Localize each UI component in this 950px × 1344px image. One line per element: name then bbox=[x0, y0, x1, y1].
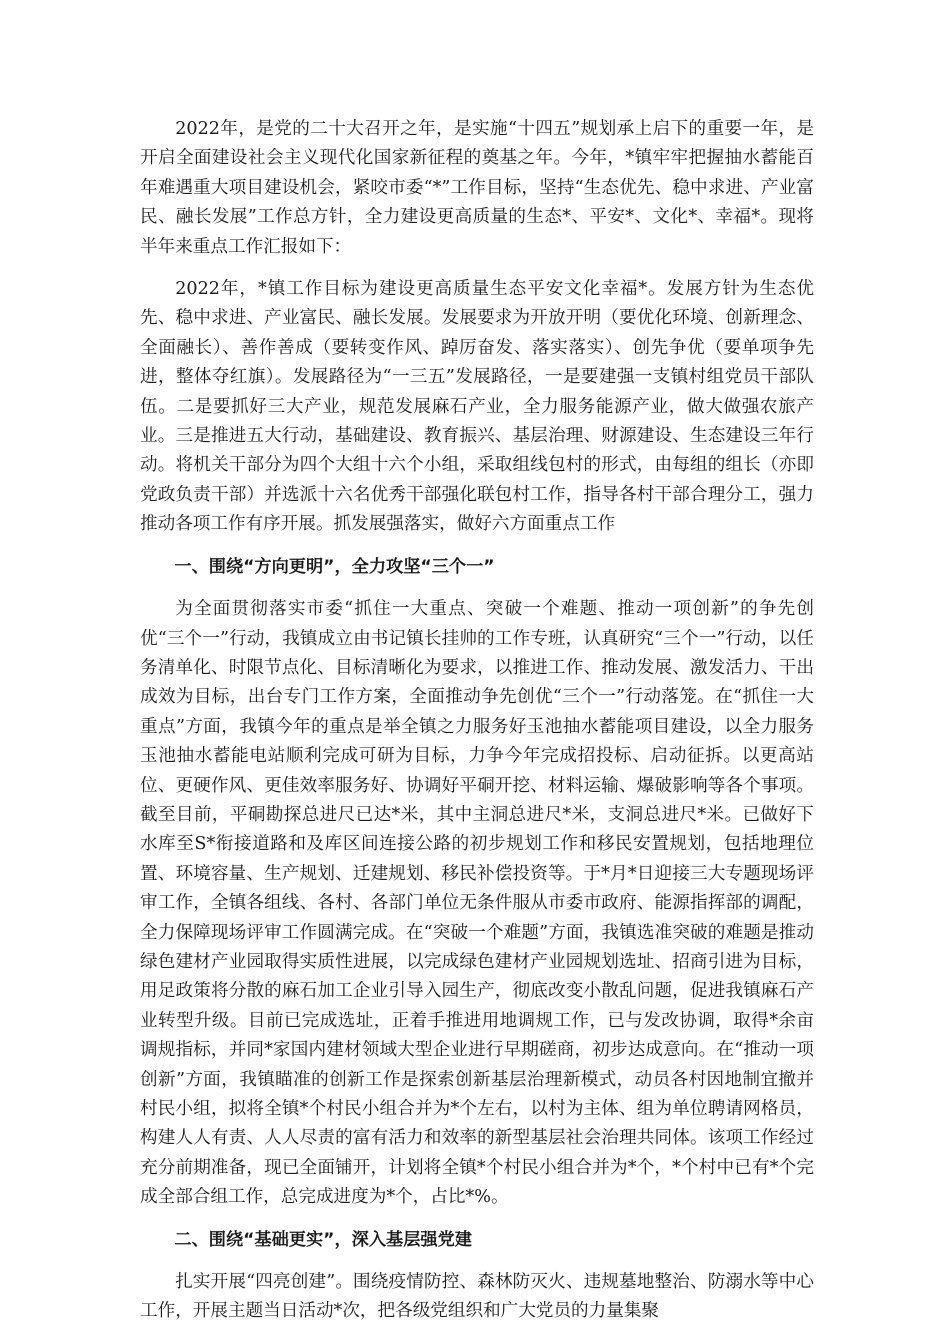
intro-paragraph: 2022年，是党的二十大召开之年，是实施“十四五”规划承上启下的重要一年，是开启全面建设社会主义现代化国家新征程的奠基之年。今年，*镇牢牢把握抽水蓄能百年难遇重大项目建设机会，紧咬市委“*”工作目标，坚持“生态优先、稳中求进、产业富民、融长发展”工作总方针，全力建设更高质量的生态*、平安*、文化*、幸福*。现将半年来重点工作汇报如下： bbox=[140, 119, 814, 257]
section-2-body: 扎实开展“四亮创建”。围绕疫情防控、森林防灭火、违规墓地整治、防溺水等中心工作，开展主题当日活动*次，把各级党组织和广大党员的力量集聚 bbox=[140, 1272, 814, 1322]
section-1-heading: 一、围绕“方向更明”，全力攻坚“三个一” bbox=[174, 556, 495, 577]
document-page bbox=[140, 115, 814, 1340]
goals-paragraph: 2022年，*镇工作目标为建设更高质量生态平安文化幸福*。发展方针为生态优先、稳中求进、产业富民、融长发展。发展要求为开放开明（要优化环境、创新理念、全面融长）、善作善成（要转变作风、踔厉奋发、落实落实）、创先争优（要单项争先进，整体夺红旗）。发展路径为“一三五”发展路径，一是要建强一支镇村组党员干部队伍。二是要抓好三大产业，规范发展麻石产业，全力服务能源产业，做大做强农旅产业。三是推进五大行动，基础建设、教育振兴、基层治理、财源建设、生态建设三年行动。将机关干部分为四个大组十六个小组，采取组线包村的形式，由每组的组长（亦即党政负责干部）并选派十六名优秀干部强化联包村工作，指导各村干部合理分工，强力推动各项工作有序开展。抓发展强落实，做好六方面重点工作 bbox=[140, 279, 814, 535]
section-1-body: 为全面贯彻落实市委“抓住一大重点、突破一个难题、推动一项创新”的争先创优“三个一”行动，我镇成立由书记镇长挂帅的工作专班，认真研究“三个一”行动，以任务清单化、时限节点化、目标清晰化为要求，以推进工作、推动发展、激发活力、干出成效为目标，出台专门工作方案，全面推动争先创优“三个一”行动落笼。在“抓住一大重点”方面，我镇今年的重点是举全镇之力服务好玉池抽水蓄能项目建设，以全力服务玉池抽水蓄能电站顺利完成可研为目标，力争今年完成招投标、启动征拆。以更高站位、更硬作风、更佳效率服务好、协调好平硐开挖、材料运输、爆破影响等各个事项。截至目前，平硐勘探总进尺已达*米，其中主洞总进尺*米，支洞总进尺*米。已做好下水库至S*衔接道路和及库区间连接公路的初步规划工作和移民安置规划，包括地理位置、环境容量、生产规划、迁建规划、移民补偿投资等。于*月*日迎接三大专题现场评审工作，全镇各组线、各村、各部门单位无条件服从市委市政府、能源指挥部的调配，全力保障现场评审工作圆满完成。在“突破一个难题”方面，我镇选准突破的难题是推动绿色建材产业园取得实质性进展，以完成绿色建材产业园规划选址、招商引进为目标，用足政策将分散的麻石加工企业引导入园生产，彻底改变小散乱问题，促进我镇麻石产业转型升级。目前已完成选址，正着手推进用地调规工作，已与发改协调，取得*余亩调规指标，并同*家国内建材领域大型企业进行早期磋商，初步达成意向。在“推动一项创新”方面，我镇瞄准的创新工作是探索创新基层治理新模式，动员各村因地制宜撤并村民小组，拟将全镇*个村民小组合并为*个左右，以村为主体、组为单位聘请网格员，构建人人有责、人人尽责的富有活力和效率的新型基层社会治理共同体。该项工作经过充分前期准备，现已全面铺开，计划将全镇*个村民小组合并为*个，*个村中已有*个完成全部合组工作，总完成进度为*个，占比*%。 bbox=[140, 599, 814, 1208]
section-2-heading: 二、围绕“基础更实”，深入基层强党建 bbox=[174, 1229, 472, 1250]
